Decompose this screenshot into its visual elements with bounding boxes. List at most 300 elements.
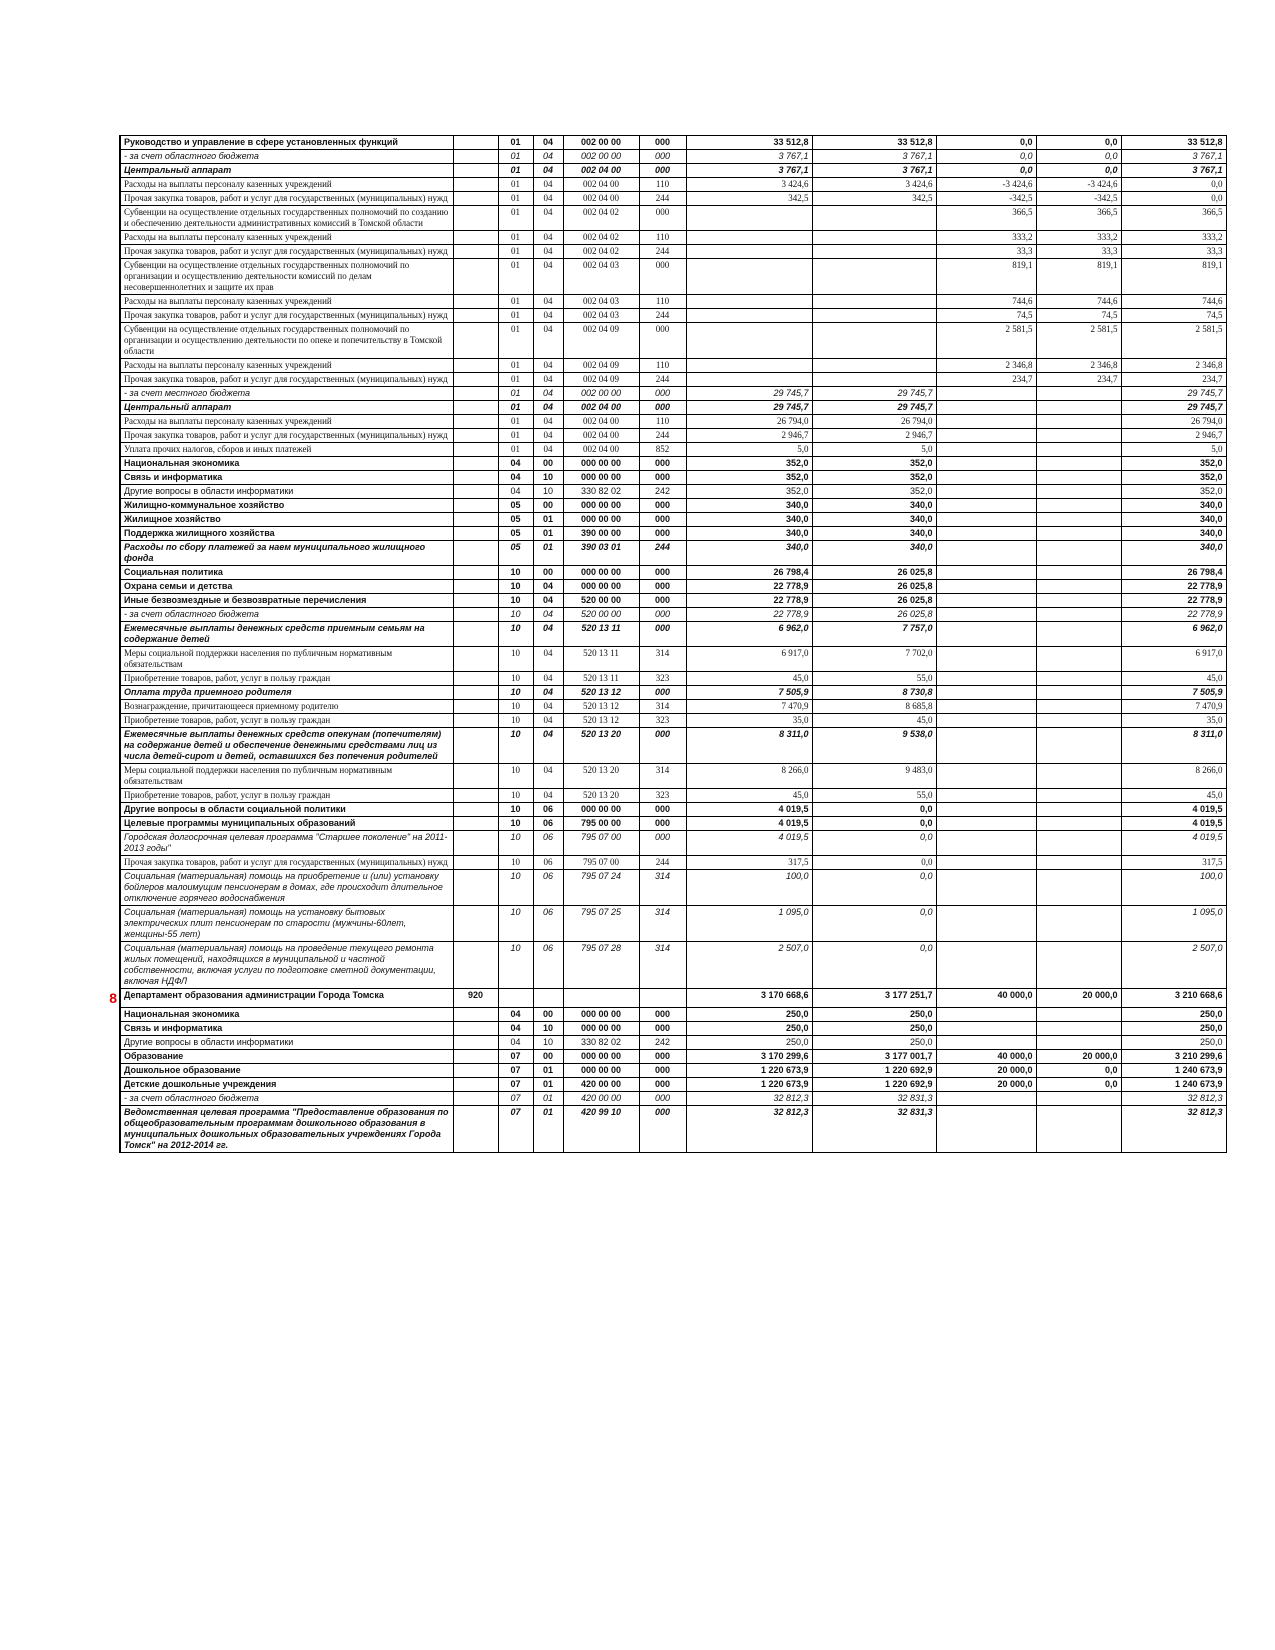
amount-3-cell bbox=[936, 1036, 1036, 1050]
amount-4-cell bbox=[1036, 387, 1121, 401]
subsection-cell: 04 bbox=[533, 150, 563, 164]
amount-4-cell bbox=[1036, 647, 1121, 672]
amount-3-cell bbox=[936, 387, 1036, 401]
dept-code-cell bbox=[453, 178, 498, 192]
amount-3-cell bbox=[936, 906, 1036, 942]
amount-2-cell bbox=[812, 206, 936, 231]
amount-5-cell: 2 946,7 bbox=[1121, 429, 1226, 443]
amount-5-cell: 33 512,8 bbox=[1121, 136, 1226, 150]
target-article-cell: 520 13 12 bbox=[563, 700, 639, 714]
amount-5-cell: 234,7 bbox=[1121, 373, 1226, 387]
target-article-cell: 520 13 11 bbox=[563, 622, 639, 647]
section-cell: 01 bbox=[498, 373, 533, 387]
amount-2-cell: 250,0 bbox=[812, 1022, 936, 1036]
dept-code-cell bbox=[453, 622, 498, 647]
dept-code-cell bbox=[453, 817, 498, 831]
amount-3-cell: 744,6 bbox=[936, 295, 1036, 309]
section-cell: 01 bbox=[498, 245, 533, 259]
table-row bbox=[98, 359, 1226, 373]
amount-3-cell bbox=[936, 541, 1036, 566]
amount-4-cell bbox=[1036, 700, 1121, 714]
dept-code-cell bbox=[453, 700, 498, 714]
subsection-cell: 04 bbox=[533, 136, 563, 150]
item-name-cell: Приобретение товаров, работ, услуг в пользу граждан bbox=[120, 789, 453, 803]
target-article-cell: 520 13 12 bbox=[563, 686, 639, 700]
target-article-cell: 000 00 00 bbox=[563, 566, 639, 580]
table-row bbox=[98, 206, 1226, 231]
amount-1-cell: 22 778,9 bbox=[686, 608, 812, 622]
amount-4-cell bbox=[1036, 803, 1121, 817]
amount-3-cell: 366,5 bbox=[936, 206, 1036, 231]
amount-1-cell: 1 095,0 bbox=[686, 906, 812, 942]
table-row bbox=[98, 541, 1226, 566]
amount-2-cell: 250,0 bbox=[812, 1036, 936, 1050]
item-name-cell: Связь и информатика bbox=[120, 471, 453, 485]
amount-1-cell: 340,0 bbox=[686, 513, 812, 527]
item-name-cell: Расходы на выплаты персоналу казенных учреждений bbox=[120, 231, 453, 245]
target-article-cell: 002 04 02 bbox=[563, 231, 639, 245]
amount-4-cell: 819,1 bbox=[1036, 259, 1121, 295]
table-row bbox=[98, 457, 1226, 471]
amount-3-cell: 0,0 bbox=[936, 150, 1036, 164]
section-cell: 04 bbox=[498, 1008, 533, 1022]
row-number-cell bbox=[98, 580, 120, 594]
dept-code-cell bbox=[453, 259, 498, 295]
amount-3-cell bbox=[936, 513, 1036, 527]
subsection-cell bbox=[533, 989, 563, 1008]
amount-1-cell bbox=[686, 245, 812, 259]
amount-1-cell: 3 170 299,6 bbox=[686, 1050, 812, 1064]
row-number-cell bbox=[98, 192, 120, 206]
amount-2-cell bbox=[812, 295, 936, 309]
table-row bbox=[98, 714, 1226, 728]
amount-1-cell bbox=[686, 231, 812, 245]
section-cell: 01 bbox=[498, 192, 533, 206]
amount-1-cell: 340,0 bbox=[686, 499, 812, 513]
section-cell: 10 bbox=[498, 870, 533, 906]
amount-4-cell bbox=[1036, 714, 1121, 728]
subsection-cell: 01 bbox=[533, 513, 563, 527]
expense-type-cell: 000 bbox=[639, 323, 686, 359]
amount-3-cell: -342,5 bbox=[936, 192, 1036, 206]
target-article-cell: 520 00 00 bbox=[563, 594, 639, 608]
amount-3-cell bbox=[936, 566, 1036, 580]
table-row bbox=[98, 1106, 1226, 1153]
target-article-cell: 000 00 00 bbox=[563, 803, 639, 817]
amount-4-cell bbox=[1036, 789, 1121, 803]
expense-type-cell: 110 bbox=[639, 231, 686, 245]
amount-3-cell: 0,0 bbox=[936, 136, 1036, 150]
target-article-cell: 520 13 12 bbox=[563, 714, 639, 728]
item-name-cell: Меры социальной поддержки населения по публичным нормативным обязательствам bbox=[120, 647, 453, 672]
amount-4-cell: -3 424,6 bbox=[1036, 178, 1121, 192]
amount-5-cell: 45,0 bbox=[1121, 789, 1226, 803]
amount-5-cell: 22 778,9 bbox=[1121, 594, 1226, 608]
dept-code-cell bbox=[453, 1036, 498, 1050]
expense-type-cell: 000 bbox=[639, 471, 686, 485]
amount-1-cell: 26 794,0 bbox=[686, 415, 812, 429]
section-cell: 01 bbox=[498, 295, 533, 309]
amount-1-cell: 35,0 bbox=[686, 714, 812, 728]
amount-5-cell: 4 019,5 bbox=[1121, 803, 1226, 817]
amount-1-cell bbox=[686, 373, 812, 387]
amount-1-cell: 5,0 bbox=[686, 443, 812, 457]
expense-type-cell: 244 bbox=[639, 429, 686, 443]
item-name-cell: Прочая закупка товаров, работ и услуг для государственных (муниципальных) нужд bbox=[120, 245, 453, 259]
table-row bbox=[98, 580, 1226, 594]
expense-type-cell: 000 bbox=[639, 206, 686, 231]
amount-4-cell bbox=[1036, 870, 1121, 906]
target-article-cell: 390 00 00 bbox=[563, 527, 639, 541]
amount-5-cell: 33,3 bbox=[1121, 245, 1226, 259]
amount-5-cell: 3 767,1 bbox=[1121, 164, 1226, 178]
amount-2-cell: 3 767,1 bbox=[812, 164, 936, 178]
amount-5-cell: 45,0 bbox=[1121, 672, 1226, 686]
target-article-cell: 420 00 00 bbox=[563, 1092, 639, 1106]
table-row bbox=[98, 906, 1226, 942]
table-row bbox=[98, 387, 1226, 401]
amount-4-cell bbox=[1036, 443, 1121, 457]
item-name-cell: Субвенции на осуществление отдельных государственных полномочий по организации и осуществлению деятельности комиссий по делам несовершеннолетних и защите их прав bbox=[120, 259, 453, 295]
dept-code-cell bbox=[453, 831, 498, 856]
target-article-cell: 002 04 00 bbox=[563, 429, 639, 443]
amount-4-cell bbox=[1036, 415, 1121, 429]
subsection-cell: 04 bbox=[533, 178, 563, 192]
section-cell: 10 bbox=[498, 942, 533, 989]
row-number-cell bbox=[98, 164, 120, 178]
subsection-cell: 04 bbox=[533, 647, 563, 672]
row-number-cell bbox=[98, 686, 120, 700]
dept-code-cell: 920 bbox=[453, 989, 498, 1008]
expense-type-cell: 323 bbox=[639, 672, 686, 686]
section-cell: 07 bbox=[498, 1050, 533, 1064]
section-cell: 05 bbox=[498, 541, 533, 566]
table-row bbox=[98, 415, 1226, 429]
amount-5-cell: 352,0 bbox=[1121, 471, 1226, 485]
dept-code-cell bbox=[453, 728, 498, 764]
dept-code-cell bbox=[453, 566, 498, 580]
dept-code-cell bbox=[453, 541, 498, 566]
amount-4-cell bbox=[1036, 817, 1121, 831]
table-row bbox=[98, 817, 1226, 831]
subsection-cell: 00 bbox=[533, 1050, 563, 1064]
section-cell: 01 bbox=[498, 164, 533, 178]
expense-type-cell: 314 bbox=[639, 906, 686, 942]
amount-2-cell: 0,0 bbox=[812, 942, 936, 989]
section-cell: 10 bbox=[498, 831, 533, 856]
item-name-cell: Поддержка жилищного хозяйства bbox=[120, 527, 453, 541]
expense-type-cell: 000 bbox=[639, 1008, 686, 1022]
amount-2-cell: 2 946,7 bbox=[812, 429, 936, 443]
table-row bbox=[98, 672, 1226, 686]
target-article-cell: 795 07 25 bbox=[563, 906, 639, 942]
amount-2-cell: 3 767,1 bbox=[812, 150, 936, 164]
item-name-cell: Национальная экономика bbox=[120, 1008, 453, 1022]
expense-type-cell: 314 bbox=[639, 764, 686, 789]
amount-3-cell: 0,0 bbox=[936, 164, 1036, 178]
amount-2-cell: 32 831,3 bbox=[812, 1106, 936, 1153]
table-row bbox=[98, 1008, 1226, 1022]
table-row bbox=[98, 856, 1226, 870]
dept-code-cell bbox=[453, 499, 498, 513]
amount-1-cell: 250,0 bbox=[686, 1022, 812, 1036]
expense-type-cell: 244 bbox=[639, 541, 686, 566]
section-cell: 10 bbox=[498, 817, 533, 831]
expense-type-cell: 000 bbox=[639, 136, 686, 150]
amount-4-cell: 0,0 bbox=[1036, 1078, 1121, 1092]
row-number-cell bbox=[98, 728, 120, 764]
expense-type-cell: 000 bbox=[639, 1064, 686, 1078]
expense-type-cell: 244 bbox=[639, 373, 686, 387]
item-name-cell: Вознаграждение, причитающееся приемному родителю bbox=[120, 700, 453, 714]
dept-code-cell bbox=[453, 672, 498, 686]
amount-2-cell bbox=[812, 309, 936, 323]
dept-code-cell bbox=[453, 295, 498, 309]
item-name-cell: Прочая закупка товаров, работ и услуг для государственных (муниципальных) нужд bbox=[120, 856, 453, 870]
table-row bbox=[98, 164, 1226, 178]
amount-5-cell: 7 470,9 bbox=[1121, 700, 1226, 714]
expense-type-cell: 000 bbox=[639, 150, 686, 164]
expense-type-cell: 000 bbox=[639, 803, 686, 817]
amount-2-cell: 5,0 bbox=[812, 443, 936, 457]
amount-3-cell bbox=[936, 622, 1036, 647]
amount-1-cell: 32 812,3 bbox=[686, 1092, 812, 1106]
row-number-cell bbox=[98, 373, 120, 387]
expense-type-cell: 110 bbox=[639, 178, 686, 192]
dept-code-cell bbox=[453, 443, 498, 457]
amount-4-cell bbox=[1036, 541, 1121, 566]
amount-1-cell: 340,0 bbox=[686, 541, 812, 566]
amount-3-cell: 2 346,8 bbox=[936, 359, 1036, 373]
amount-5-cell: 250,0 bbox=[1121, 1036, 1226, 1050]
amount-5-cell: 29 745,7 bbox=[1121, 401, 1226, 415]
amount-5-cell: 1 095,0 bbox=[1121, 906, 1226, 942]
amount-5-cell: 744,6 bbox=[1121, 295, 1226, 309]
amount-2-cell: 342,5 bbox=[812, 192, 936, 206]
amount-2-cell: 45,0 bbox=[812, 714, 936, 728]
amount-2-cell bbox=[812, 373, 936, 387]
dept-code-cell bbox=[453, 647, 498, 672]
amount-1-cell: 250,0 bbox=[686, 1036, 812, 1050]
section-cell: 10 bbox=[498, 672, 533, 686]
row-number-cell bbox=[98, 906, 120, 942]
target-article-cell: 520 13 20 bbox=[563, 764, 639, 789]
amount-3-cell bbox=[936, 789, 1036, 803]
amount-4-cell bbox=[1036, 1092, 1121, 1106]
expense-type-cell: 000 bbox=[639, 387, 686, 401]
amount-2-cell: 352,0 bbox=[812, 485, 936, 499]
subsection-cell: 04 bbox=[533, 443, 563, 457]
item-name-cell: Социальная политика bbox=[120, 566, 453, 580]
subsection-cell: 04 bbox=[533, 728, 563, 764]
dept-code-cell bbox=[453, 401, 498, 415]
item-name-cell: Образование bbox=[120, 1050, 453, 1064]
target-article-cell: 390 03 01 bbox=[563, 541, 639, 566]
table-row bbox=[98, 373, 1226, 387]
subsection-cell: 10 bbox=[533, 471, 563, 485]
row-number-cell bbox=[98, 443, 120, 457]
subsection-cell: 04 bbox=[533, 309, 563, 323]
amount-3-cell: 333,2 bbox=[936, 231, 1036, 245]
row-number-cell bbox=[98, 1022, 120, 1036]
amount-2-cell: 26 025,8 bbox=[812, 580, 936, 594]
expense-type-cell: 314 bbox=[639, 700, 686, 714]
subsection-cell: 04 bbox=[533, 672, 563, 686]
row-number-cell bbox=[98, 499, 120, 513]
amount-4-cell: 744,6 bbox=[1036, 295, 1121, 309]
target-article-cell: 000 00 00 bbox=[563, 1064, 639, 1078]
section-cell: 10 bbox=[498, 803, 533, 817]
table-row bbox=[98, 789, 1226, 803]
subsection-cell: 04 bbox=[533, 387, 563, 401]
amount-2-cell bbox=[812, 359, 936, 373]
item-name-cell: Ежемесячные выплаты денежных средств опекунам (попечителям) на содержание детей и обеспечение денежными средствами лиц из числа детей-сирот и детей, оставшихся без попечения родителей bbox=[120, 728, 453, 764]
amount-3-cell bbox=[936, 1008, 1036, 1022]
amount-2-cell: 9 538,0 bbox=[812, 728, 936, 764]
dept-code-cell bbox=[453, 359, 498, 373]
amount-2-cell: 1 220 692,9 bbox=[812, 1064, 936, 1078]
amount-4-cell: 2 346,8 bbox=[1036, 359, 1121, 373]
amount-5-cell: 1 240 673,9 bbox=[1121, 1064, 1226, 1078]
section-cell: 01 bbox=[498, 231, 533, 245]
amount-3-cell bbox=[936, 401, 1036, 415]
amount-4-cell: 0,0 bbox=[1036, 1064, 1121, 1078]
section-cell: 10 bbox=[498, 686, 533, 700]
table-row bbox=[98, 471, 1226, 485]
row-number-cell bbox=[98, 527, 120, 541]
table-row bbox=[98, 728, 1226, 764]
row-number-cell bbox=[98, 870, 120, 906]
table-row bbox=[98, 1022, 1226, 1036]
amount-2-cell: 340,0 bbox=[812, 527, 936, 541]
target-article-cell: 000 00 00 bbox=[563, 457, 639, 471]
dept-code-cell bbox=[453, 906, 498, 942]
target-article-cell: 002 04 00 bbox=[563, 164, 639, 178]
amount-5-cell: 0,0 bbox=[1121, 178, 1226, 192]
item-name-cell: Другие вопросы в области информатики bbox=[120, 485, 453, 499]
amount-4-cell: 20 000,0 bbox=[1036, 1050, 1121, 1064]
expense-type-cell: 000 bbox=[639, 259, 686, 295]
amount-5-cell: 3 210 668,6 bbox=[1121, 989, 1226, 1008]
target-article-cell: 330 82 02 bbox=[563, 1036, 639, 1050]
table-row bbox=[98, 429, 1226, 443]
amount-3-cell bbox=[936, 870, 1036, 906]
amount-1-cell: 4 019,5 bbox=[686, 831, 812, 856]
subsection-cell: 00 bbox=[533, 457, 563, 471]
item-name-cell: Центральный аппарат bbox=[120, 164, 453, 178]
subsection-cell: 04 bbox=[533, 259, 563, 295]
section-cell: 10 bbox=[498, 764, 533, 789]
amount-5-cell: 317,5 bbox=[1121, 856, 1226, 870]
expense-type-cell: 000 bbox=[639, 566, 686, 580]
amount-5-cell: 366,5 bbox=[1121, 206, 1226, 231]
amount-5-cell: 5,0 bbox=[1121, 443, 1226, 457]
amount-5-cell: 340,0 bbox=[1121, 499, 1226, 513]
table-row bbox=[98, 831, 1226, 856]
expense-type-cell: 852 bbox=[639, 443, 686, 457]
table-row bbox=[98, 231, 1226, 245]
amount-2-cell: 7 702,0 bbox=[812, 647, 936, 672]
expense-type-cell: 244 bbox=[639, 245, 686, 259]
row-number-cell bbox=[98, 245, 120, 259]
expense-type-cell: 000 bbox=[639, 817, 686, 831]
table-row bbox=[98, 513, 1226, 527]
dept-code-cell bbox=[453, 206, 498, 231]
amount-2-cell bbox=[812, 231, 936, 245]
subsection-cell: 04 bbox=[533, 700, 563, 714]
expense-type-cell: 000 bbox=[639, 580, 686, 594]
subsection-cell: 01 bbox=[533, 1064, 563, 1078]
amount-1-cell: 250,0 bbox=[686, 1008, 812, 1022]
target-article-cell: 000 00 00 bbox=[563, 471, 639, 485]
dept-code-cell bbox=[453, 764, 498, 789]
amount-2-cell: 8 730,8 bbox=[812, 686, 936, 700]
target-article-cell: 330 82 02 bbox=[563, 485, 639, 499]
target-article-cell: 002 04 00 bbox=[563, 192, 639, 206]
table-row bbox=[98, 608, 1226, 622]
row-number-cell bbox=[98, 471, 120, 485]
amount-1-cell: 22 778,9 bbox=[686, 580, 812, 594]
item-name-cell: Целевые программы муниципальных образований bbox=[120, 817, 453, 831]
amount-4-cell bbox=[1036, 1036, 1121, 1050]
amount-4-cell bbox=[1036, 686, 1121, 700]
subsection-cell: 06 bbox=[533, 942, 563, 989]
row-number-cell bbox=[98, 622, 120, 647]
row-number-cell bbox=[98, 942, 120, 989]
amount-1-cell: 352,0 bbox=[686, 471, 812, 485]
target-article-cell: 795 07 00 bbox=[563, 831, 639, 856]
amount-2-cell: 33 512,8 bbox=[812, 136, 936, 150]
dept-code-cell bbox=[453, 136, 498, 150]
section-cell: 01 bbox=[498, 259, 533, 295]
amount-5-cell: 6 962,0 bbox=[1121, 622, 1226, 647]
row-number-cell bbox=[98, 803, 120, 817]
row-number-cell bbox=[98, 608, 120, 622]
row-number-cell bbox=[98, 856, 120, 870]
amount-2-cell: 1 220 692,9 bbox=[812, 1078, 936, 1092]
dept-code-cell bbox=[453, 870, 498, 906]
amount-2-cell: 26 025,8 bbox=[812, 594, 936, 608]
item-name-cell: Центральный аппарат bbox=[120, 401, 453, 415]
amount-2-cell: 7 757,0 bbox=[812, 622, 936, 647]
amount-3-cell bbox=[936, 1092, 1036, 1106]
table-row bbox=[98, 485, 1226, 499]
amount-3-cell bbox=[936, 527, 1036, 541]
dept-code-cell bbox=[453, 457, 498, 471]
subsection-cell: 04 bbox=[533, 295, 563, 309]
amount-4-cell bbox=[1036, 1008, 1121, 1022]
subsection-cell: 04 bbox=[533, 789, 563, 803]
target-article-cell: 002 04 09 bbox=[563, 359, 639, 373]
table-row bbox=[98, 192, 1226, 206]
row-number-cell bbox=[98, 700, 120, 714]
row-number-cell bbox=[98, 1064, 120, 1078]
amount-4-cell bbox=[1036, 764, 1121, 789]
dept-code-cell bbox=[453, 1106, 498, 1153]
amount-4-cell bbox=[1036, 457, 1121, 471]
row-number-cell bbox=[98, 387, 120, 401]
amount-1-cell: 8 311,0 bbox=[686, 728, 812, 764]
amount-4-cell bbox=[1036, 728, 1121, 764]
dept-code-cell bbox=[453, 471, 498, 485]
target-article-cell: 002 04 09 bbox=[563, 323, 639, 359]
amount-3-cell: 20 000,0 bbox=[936, 1078, 1036, 1092]
row-number-cell bbox=[98, 136, 120, 150]
expense-type-cell: 242 bbox=[639, 485, 686, 499]
expense-type-cell: 244 bbox=[639, 192, 686, 206]
row-number-cell bbox=[98, 259, 120, 295]
amount-1-cell: 100,0 bbox=[686, 870, 812, 906]
